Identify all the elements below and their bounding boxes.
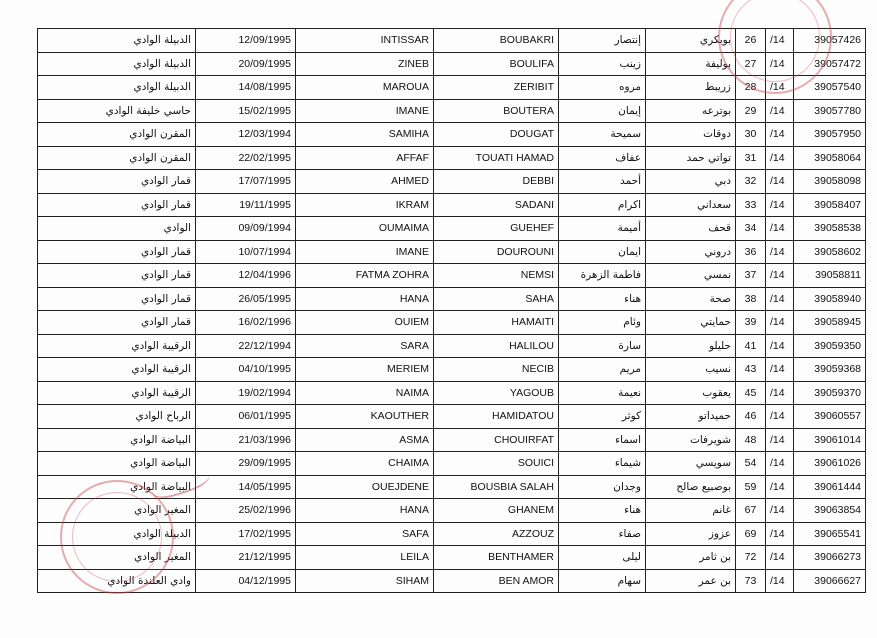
place-of-birth-cell: المغير الوادي [38,499,196,523]
birth-date-cell: 10/07/1994 [196,240,296,264]
registration-id-cell: 39061026 [794,452,866,476]
last-name-arabic-cell: سعداني [646,193,736,217]
first-name-arabic-cell: سارة [559,334,646,358]
last-name-arabic-cell: حمايتي [646,311,736,335]
first-name-arabic-cell: أحمد [559,170,646,194]
code-cell: /14 [766,522,794,546]
place-of-birth-cell: قمار الوادي [38,240,196,264]
code-cell: /14 [766,452,794,476]
last-name-arabic-cell: دروني [646,240,736,264]
row-number-cell: 39 [736,311,766,335]
first-name-latin-cell: SARA [296,334,434,358]
last-name-arabic-cell: نسيب [646,358,736,382]
first-name-latin-cell: INTISSAR [296,29,434,53]
place-of-birth-cell: الرقيبة الوادي [38,334,196,358]
place-of-birth-cell: الدبيلة الوادي [38,29,196,53]
first-name-latin-cell: ASMA [296,428,434,452]
place-of-birth-cell: البياضة الوادي [38,428,196,452]
birth-date-cell: 22/12/1994 [196,334,296,358]
first-name-arabic-cell: ايمان [559,240,646,264]
first-name-arabic-cell: فاطمة الزهرة [559,264,646,288]
birth-date-cell: 21/03/1996 [196,428,296,452]
last-name-arabic-cell: حليلو [646,334,736,358]
last-name-latin-cell: YAGOUB [434,381,559,405]
last-name-latin-cell: BEN AMOR [434,569,559,593]
table-row [38,287,866,311]
row-number-cell: 30 [736,123,766,147]
registration-id-cell: 39059350 [794,334,866,358]
first-name-arabic-cell: إيمان [559,99,646,123]
first-name-latin-cell: SIHAM [296,569,434,593]
last-name-latin-cell: BENTHAMER [434,546,559,570]
first-name-arabic-cell: نعيمة [559,381,646,405]
last-name-arabic-cell: صحة [646,287,736,311]
row-number-cell: 38 [736,287,766,311]
last-name-latin-cell: AZZOUZ [434,522,559,546]
row-number-cell: 27 [736,52,766,76]
table-row [38,193,866,217]
first-name-latin-cell: FATMA ZOHRA [296,264,434,288]
row-number-cell: 54 [736,452,766,476]
table-row [38,123,866,147]
code-cell: /14 [766,475,794,499]
row-number-cell: 43 [736,358,766,382]
first-name-latin-cell: AHMED [296,170,434,194]
place-of-birth-cell: المقرن الوادي [38,146,196,170]
students-table [37,28,866,593]
table-row [38,146,866,170]
last-name-latin-cell: HAMAITI [434,311,559,335]
first-name-arabic-cell: عفاف [559,146,646,170]
last-name-latin-cell: BOULIFA [434,52,559,76]
code-cell: /14 [766,240,794,264]
last-name-arabic-cell: حميداتو [646,405,736,429]
last-name-arabic-cell: نمسي [646,264,736,288]
table-row [38,29,866,53]
birth-date-cell: 04/12/1995 [196,569,296,593]
table-row [38,428,866,452]
table-row [38,99,866,123]
last-name-latin-cell: SAHA [434,287,559,311]
first-name-arabic-cell: مريم [559,358,646,382]
birth-date-cell: 29/09/1995 [196,452,296,476]
first-name-arabic-cell: اكرام [559,193,646,217]
row-number-cell: 29 [736,99,766,123]
first-name-arabic-cell: وجدان [559,475,646,499]
table-row [38,311,866,335]
place-of-birth-cell: وادي العلندة الوادي [38,569,196,593]
last-name-arabic-cell: تواتي حمد [646,146,736,170]
first-name-latin-cell: OUMAIMA [296,217,434,241]
first-name-arabic-cell: صفاء [559,522,646,546]
place-of-birth-cell: الرقيبة الوادي [38,358,196,382]
birth-date-cell: 15/02/1995 [196,99,296,123]
code-cell: /14 [766,381,794,405]
row-number-cell: 28 [736,76,766,100]
code-cell: /14 [766,193,794,217]
birth-date-cell: 16/02/1996 [196,311,296,335]
last-name-arabic-cell: شويرفات [646,428,736,452]
code-cell: /14 [766,264,794,288]
birth-date-cell: 09/09/1994 [196,217,296,241]
place-of-birth-cell: قمار الوادي [38,311,196,335]
first-name-latin-cell: AFFAF [296,146,434,170]
place-of-birth-cell: قمار الوادي [38,287,196,311]
first-name-latin-cell: OUEJDENE [296,475,434,499]
last-name-arabic-cell: بن عمر [646,569,736,593]
place-of-birth-cell: المقرن الوادي [38,123,196,147]
table-row [38,52,866,76]
registration-id-cell: 39057540 [794,76,866,100]
first-name-latin-cell: SAFA [296,522,434,546]
place-of-birth-cell: المغير الوادي [38,546,196,570]
last-name-latin-cell: ZERIBIT [434,76,559,100]
last-name-latin-cell: DEBBI [434,170,559,194]
last-name-arabic-cell: بن ثامر [646,546,736,570]
registration-id-cell: 39060557 [794,405,866,429]
table-row [38,405,866,429]
registration-id-cell: 39066273 [794,546,866,570]
first-name-arabic-cell: وئام [559,311,646,335]
code-cell: /14 [766,334,794,358]
last-name-arabic-cell: بوبكري [646,29,736,53]
first-name-latin-cell: CHAIMA [296,452,434,476]
code-cell: /14 [766,499,794,523]
last-name-latin-cell: HALILOU [434,334,559,358]
code-cell: /14 [766,76,794,100]
row-number-cell: 36 [736,240,766,264]
code-cell: /14 [766,405,794,429]
last-name-latin-cell: SADANI [434,193,559,217]
registration-id-cell: 39058945 [794,311,866,335]
row-number-cell: 72 [736,546,766,570]
last-name-latin-cell: GHANEM [434,499,559,523]
row-number-cell: 48 [736,428,766,452]
code-cell: /14 [766,569,794,593]
first-name-arabic-cell: أميمة [559,217,646,241]
place-of-birth-cell: الدبيلة الوادي [38,522,196,546]
table-row [38,217,866,241]
table-row [38,334,866,358]
row-number-cell: 34 [736,217,766,241]
table-row [38,522,866,546]
place-of-birth-cell: قمار الوادي [38,193,196,217]
registration-id-cell: 39058538 [794,217,866,241]
last-name-latin-cell: BOUSBIA SALAH [434,475,559,499]
first-name-latin-cell: ZINEB [296,52,434,76]
row-number-cell: 46 [736,405,766,429]
table-row [38,264,866,288]
last-name-arabic-cell: بوترعه [646,99,736,123]
first-name-latin-cell: IKRAM [296,193,434,217]
code-cell: /14 [766,428,794,452]
row-number-cell: 69 [736,522,766,546]
birth-date-cell: 19/02/1994 [196,381,296,405]
first-name-arabic-cell: شيماء [559,452,646,476]
table-row [38,381,866,405]
table-row [38,76,866,100]
first-name-latin-cell: KAOUTHER [296,405,434,429]
table-body [38,29,866,593]
first-name-latin-cell: LEILA [296,546,434,570]
row-number-cell: 59 [736,475,766,499]
birth-date-cell: 06/01/1995 [196,405,296,429]
last-name-arabic-cell: سويسي [646,452,736,476]
last-name-latin-cell: DOUROUNI [434,240,559,264]
last-name-latin-cell: NECIB [434,358,559,382]
code-cell: /14 [766,546,794,570]
table-row [38,170,866,194]
first-name-arabic-cell: سهام [559,569,646,593]
last-name-latin-cell: DOUGAT [434,123,559,147]
birth-date-cell: 04/10/1995 [196,358,296,382]
first-name-arabic-cell: كوثر [559,405,646,429]
first-name-arabic-cell: هناء [559,287,646,311]
table-row [38,452,866,476]
registration-id-cell: 39058940 [794,287,866,311]
code-cell: /14 [766,170,794,194]
place-of-birth-cell: البياضة الوادي [38,452,196,476]
code-cell: /14 [766,217,794,241]
last-name-latin-cell: SOUICI [434,452,559,476]
first-name-latin-cell: IMANE [296,99,434,123]
first-name-arabic-cell: هناء [559,499,646,523]
first-name-arabic-cell: زينب [559,52,646,76]
place-of-birth-cell: قمار الوادي [38,170,196,194]
birth-date-cell: 26/05/1995 [196,287,296,311]
birth-date-cell: 21/12/1995 [196,546,296,570]
place-of-birth-cell: الوادي [38,217,196,241]
registration-id-cell: 39058602 [794,240,866,264]
birth-date-cell: 14/08/1995 [196,76,296,100]
row-number-cell: 67 [736,499,766,523]
table-row [38,499,866,523]
place-of-birth-cell: الرقيبة الوادي [38,381,196,405]
registration-id-cell: 39059368 [794,358,866,382]
last-name-arabic-cell: قحف [646,217,736,241]
row-number-cell: 26 [736,29,766,53]
last-name-latin-cell: CHOUIRFAT [434,428,559,452]
row-number-cell: 37 [736,264,766,288]
last-name-latin-cell: TOUATI HAMAD [434,146,559,170]
last-name-latin-cell: BOUBAKRI [434,29,559,53]
last-name-latin-cell: NEMSI [434,264,559,288]
place-of-birth-cell: حاسي خليفة الوادي [38,99,196,123]
registration-id-cell: 39057780 [794,99,866,123]
registration-id-cell: 39058407 [794,193,866,217]
code-cell: /14 [766,123,794,147]
code-cell: /14 [766,99,794,123]
last-name-latin-cell: GUEHEF [434,217,559,241]
row-number-cell: 31 [736,146,766,170]
registration-id-cell: 39058098 [794,170,866,194]
first-name-arabic-cell: مروه [559,76,646,100]
table-row [38,569,866,593]
place-of-birth-cell: الدبيلة الوادي [38,52,196,76]
registration-id-cell: 39057426 [794,29,866,53]
first-name-latin-cell: HANA [296,287,434,311]
row-number-cell: 33 [736,193,766,217]
first-name-arabic-cell: اسماء [559,428,646,452]
birth-date-cell: 22/02/1995 [196,146,296,170]
last-name-arabic-cell: يعقوب [646,381,736,405]
first-name-latin-cell: NAIMA [296,381,434,405]
registration-id-cell: 39057472 [794,52,866,76]
row-number-cell: 73 [736,569,766,593]
place-of-birth-cell: قمار الوادي [38,264,196,288]
table-row [38,546,866,570]
last-name-arabic-cell: غانم [646,499,736,523]
row-number-cell: 32 [736,170,766,194]
registration-id-cell: 39057950 [794,123,866,147]
code-cell: /14 [766,287,794,311]
first-name-latin-cell: SAMIHA [296,123,434,147]
registration-id-cell: 39063854 [794,499,866,523]
first-name-latin-cell: HANA [296,499,434,523]
birth-date-cell: 25/02/1996 [196,499,296,523]
last-name-arabic-cell: بوصبيع صالح [646,475,736,499]
row-number-cell: 41 [736,334,766,358]
place-of-birth-cell: الدبيلة الوادي [38,76,196,100]
code-cell: /14 [766,29,794,53]
place-of-birth-cell: البياضة الوادي [38,475,196,499]
last-name-latin-cell: HAMIDATOU [434,405,559,429]
registration-id-cell: 39066627 [794,569,866,593]
last-name-arabic-cell: دوقات [646,123,736,147]
place-of-birth-cell: الرباح الوادي [38,405,196,429]
registration-id-cell: 39065541 [794,522,866,546]
registration-id-cell: 39058064 [794,146,866,170]
code-cell: /14 [766,52,794,76]
registration-id-cell: 39061444 [794,475,866,499]
first-name-latin-cell: MERIEM [296,358,434,382]
table-row [38,475,866,499]
last-name-arabic-cell: دبي [646,170,736,194]
row-number-cell: 45 [736,381,766,405]
birth-date-cell: 14/05/1995 [196,475,296,499]
birth-date-cell: 20/09/1995 [196,52,296,76]
registration-id-cell: 39059370 [794,381,866,405]
registration-id-cell: 39061014 [794,428,866,452]
birth-date-cell: 17/07/1995 [196,170,296,194]
birth-date-cell: 17/02/1995 [196,522,296,546]
first-name-arabic-cell: ليلى [559,546,646,570]
last-name-latin-cell: BOUTERA [434,99,559,123]
birth-date-cell: 12/09/1995 [196,29,296,53]
last-name-arabic-cell: بوليفة [646,52,736,76]
registration-id-cell: 39058811 [794,264,866,288]
first-name-latin-cell: MAROUA [296,76,434,100]
code-cell: /14 [766,358,794,382]
first-name-arabic-cell: إنتصار [559,29,646,53]
table-row [38,240,866,264]
table-row [38,358,866,382]
last-name-arabic-cell: زريبط [646,76,736,100]
birth-date-cell: 12/04/1996 [196,264,296,288]
code-cell: /14 [766,146,794,170]
first-name-latin-cell: IMANE [296,240,434,264]
birth-date-cell: 12/03/1994 [196,123,296,147]
code-cell: /14 [766,311,794,335]
first-name-arabic-cell: سميحة [559,123,646,147]
last-name-arabic-cell: عزوز [646,522,736,546]
birth-date-cell: 19/11/1995 [196,193,296,217]
first-name-latin-cell: OUIEM [296,311,434,335]
